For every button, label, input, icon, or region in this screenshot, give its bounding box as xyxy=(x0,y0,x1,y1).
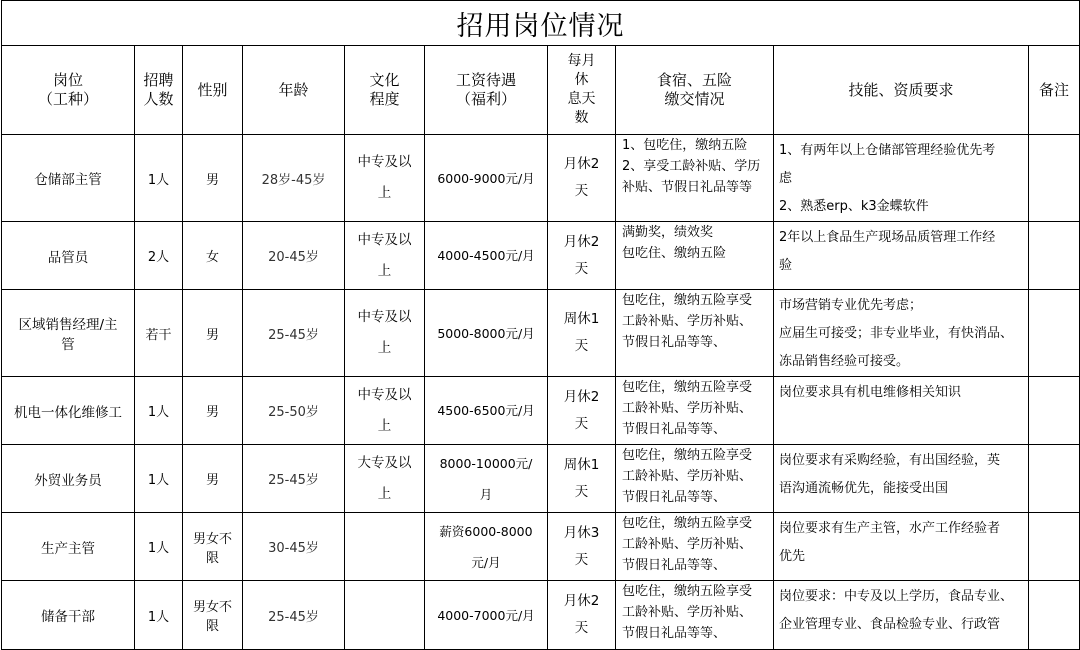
education-cell: 大专及以 上 xyxy=(345,445,425,513)
benefits-cell: 包吃住，缴纳五险享受 工龄补贴、学历补贴、 节假日礼品等等、 xyxy=(616,377,774,445)
benefits-cell: 包吃住，缴纳五险享受 工龄补贴、学历补贴、 节假日礼品等等、 xyxy=(616,581,774,650)
education-cell: 中专及以 上 xyxy=(345,377,425,445)
rest-days-cell: 月休2 天 xyxy=(548,222,616,290)
age-cell: 25-45岁 xyxy=(243,290,345,377)
notes-cell xyxy=(1029,581,1080,650)
count-cell: 若干 xyxy=(135,290,183,377)
header-notes: 备注 xyxy=(1029,46,1080,135)
requirements-cell: 岗位要求：中专及以上学历，食品专业、 企业管理专业、食品检验专业、行政管 xyxy=(774,581,1029,650)
position-cell: 机电一体化维修工 xyxy=(2,377,135,445)
requirements-cell: 1、有两年以上仓储部管理经验优先考 虑 2、熟悉erp、k3金蝶软件 xyxy=(774,135,1029,222)
gender-cell: 男 xyxy=(183,377,243,445)
benefits-cell: 包吃住，缴纳五险享受 工龄补贴、学历补贴、 节假日礼品等等、 xyxy=(616,445,774,513)
count-cell: 1人 xyxy=(135,377,183,445)
table-title: 招用岗位情况 xyxy=(2,1,1080,46)
count-cell: 1人 xyxy=(135,135,183,222)
salary-cell: 6000-9000元/月 xyxy=(425,135,548,222)
header-gender: 性别 xyxy=(183,46,243,135)
age-cell: 25-45岁 xyxy=(243,445,345,513)
gender-cell: 男女不 限 xyxy=(183,513,243,581)
education-cell xyxy=(345,581,425,650)
gender-cell: 男 xyxy=(183,445,243,513)
salary-cell: 4000-7000元/月 xyxy=(425,581,548,650)
position-cell: 仓储部主管 xyxy=(2,135,135,222)
salary-cell: 薪资6000-8000 元/月 xyxy=(425,513,548,581)
table-row xyxy=(2,135,1080,222)
age-cell: 30-45岁 xyxy=(243,513,345,581)
requirements-cell: 岗位要求有生产主管，水产工作经验者 优先 xyxy=(774,513,1029,581)
position-cell: 生产主管 xyxy=(2,513,135,581)
header-count: 招聘 人数 xyxy=(135,46,183,135)
rest-days-cell: 周休1 天 xyxy=(548,290,616,377)
requirements-cell: 2年以上食品生产现场品质管理工作经 验 xyxy=(774,222,1029,290)
age-cell: 20-45岁 xyxy=(243,222,345,290)
header-rest-days: 每月 休 息天 数 xyxy=(548,46,616,135)
requirements-cell: 岗位要求具有机电维修相关知识 xyxy=(774,377,1029,445)
notes-cell xyxy=(1029,290,1080,377)
header-education: 文化 程度 xyxy=(345,46,425,135)
position-cell: 品管员 xyxy=(2,222,135,290)
rest-days-cell: 月休2 天 xyxy=(548,581,616,650)
count-cell: 2人 xyxy=(135,222,183,290)
notes-cell xyxy=(1029,377,1080,445)
position-cell: 储备干部 xyxy=(2,581,135,650)
salary-cell: 4500-6500元/月 xyxy=(425,377,548,445)
education-cell: 中专及以 上 xyxy=(345,290,425,377)
benefits-cell: 1、包吃住，缴纳五险 2、享受工龄补贴、学历 补贴、节假日礼品等等 xyxy=(616,135,774,222)
age-cell: 25-45岁 xyxy=(243,581,345,650)
table-row xyxy=(2,222,1080,290)
gender-cell: 男 xyxy=(183,135,243,222)
rest-days-cell: 周休1 天 xyxy=(548,445,616,513)
header-age: 年龄 xyxy=(243,46,345,135)
benefits-cell: 满勤奖，绩效奖 包吃住、缴纳五险 xyxy=(616,222,774,290)
table-row xyxy=(2,290,1080,377)
notes-cell xyxy=(1029,445,1080,513)
salary-cell: 5000-8000元/月 xyxy=(425,290,548,377)
salary-cell: 4000-4500元/月 xyxy=(425,222,548,290)
benefits-cell: 包吃住，缴纳五险享受 工龄补贴、学历补贴、 节假日礼品等等、 xyxy=(616,513,774,581)
requirements-cell: 岗位要求有采购经验，有出国经验，英 语沟通流畅优先，能接受出国 xyxy=(774,445,1029,513)
count-cell: 1人 xyxy=(135,445,183,513)
recruitment-table xyxy=(1,0,1080,650)
rest-days-cell: 月休2 天 xyxy=(548,135,616,222)
header-salary: 工资待遇 （福利） xyxy=(425,46,548,135)
table-row xyxy=(2,445,1080,513)
salary-cell: 8000-10000元/ 月 xyxy=(425,445,548,513)
gender-cell: 男女不 限 xyxy=(183,581,243,650)
requirements-cell: 市场营销专业优先考虑； 应届生可接受；非专业毕业，有快消品、 冻品销售经验可接受。 xyxy=(774,290,1029,377)
table-row xyxy=(2,513,1080,581)
notes-cell xyxy=(1029,222,1080,290)
position-cell: 外贸业务员 xyxy=(2,445,135,513)
notes-cell xyxy=(1029,513,1080,581)
recruitment-document xyxy=(1,0,1079,641)
rest-days-cell: 月休2 天 xyxy=(548,377,616,445)
header-row xyxy=(2,46,1080,135)
position-cell: 区域销售经理/主 管 xyxy=(2,290,135,377)
education-cell xyxy=(345,513,425,581)
count-cell: 1人 xyxy=(135,513,183,581)
notes-cell xyxy=(1029,135,1080,222)
header-requirements: 技能、资质要求 xyxy=(774,46,1029,135)
gender-cell: 女 xyxy=(183,222,243,290)
header-position: 岗位 （工种） xyxy=(2,46,135,135)
age-cell: 28岁-45岁 xyxy=(243,135,345,222)
count-cell: 1人 xyxy=(135,581,183,650)
education-cell: 中专及以 上 xyxy=(345,135,425,222)
gender-cell: 男 xyxy=(183,290,243,377)
table-row xyxy=(2,581,1080,650)
table-row xyxy=(2,377,1080,445)
benefits-cell: 包吃住，缴纳五险享受 工龄补贴、学历补贴、 节假日礼品等等、 xyxy=(616,290,774,377)
education-cell: 中专及以 上 xyxy=(345,222,425,290)
header-benefits: 食宿、五险 缴交情况 xyxy=(616,46,774,135)
age-cell: 25-50岁 xyxy=(243,377,345,445)
rest-days-cell: 月休3 天 xyxy=(548,513,616,581)
